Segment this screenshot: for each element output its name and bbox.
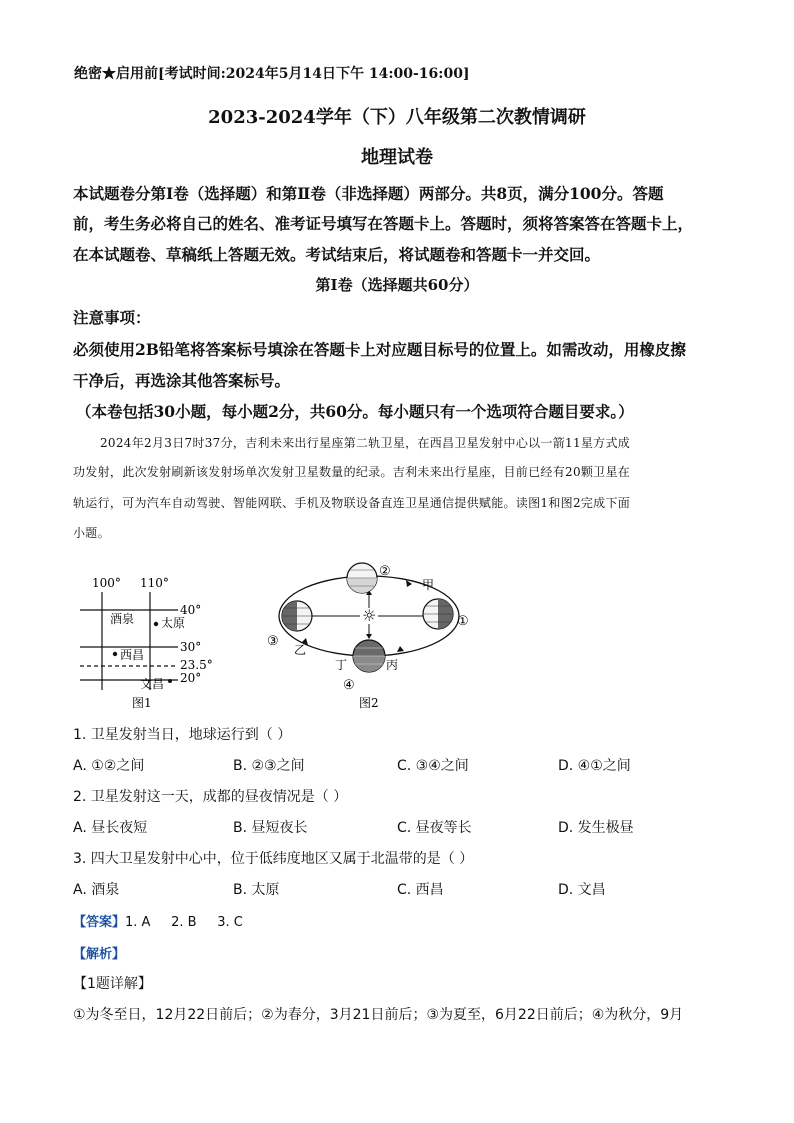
detail-text: ①为冬至日，12月22日前后；②为春分，3月21日前后；③为夏至，6月22日前后；④为秋分，9月 bbox=[73, 1007, 684, 1023]
label-segment-yi: 乙 bbox=[294, 643, 307, 657]
passage-line-1: 2024年2月3日7时37分，吉利未来出行星座第二轨卫星，在西昌卫星发射中心以一箭11星方式成 bbox=[100, 436, 631, 450]
intro-line-3: 在本试题卷、草稿纸上答题无效。考试结束后，将试题卷和答题卡一并交回。 bbox=[73, 245, 601, 264]
lat-label-20: 20° bbox=[180, 671, 202, 685]
answer-row bbox=[73, 911, 243, 930]
answer-label: 【答案】 bbox=[73, 915, 126, 930]
question-2-stem: 2. 卫星发射这一天，成都的昼夜情况是（ ） bbox=[73, 789, 348, 805]
analysis-label: 【解析】 bbox=[73, 947, 126, 962]
section-title: 第Ⅰ卷（选择题共60分） bbox=[315, 276, 479, 294]
question-2-option-d[interactable]: D. 发生极昼 bbox=[558, 820, 634, 836]
lat-label-30: 30° bbox=[180, 640, 202, 654]
earth-position-4 bbox=[353, 640, 385, 672]
exam-title: 2023-2024学年（下）八年级第二次教情调研 bbox=[208, 107, 586, 128]
confidential-note: 绝密★启用前[考试时间:2024年5月14日下午 14:00-16:00] bbox=[74, 66, 470, 82]
earth-position-2 bbox=[347, 563, 377, 593]
earth-position-1 bbox=[423, 599, 453, 629]
question-1-option-a[interactable]: A. ①②之间 bbox=[73, 758, 145, 774]
earth-position-3 bbox=[282, 601, 312, 631]
label-segment-jia: 甲 bbox=[422, 578, 435, 592]
place-jiuquan: 酒泉 bbox=[110, 612, 135, 626]
wenchang-dot bbox=[168, 679, 172, 683]
question-2-option-b[interactable]: B. 昼短夜长 bbox=[233, 820, 308, 836]
place-xichang: 西昌 bbox=[120, 648, 145, 662]
question-1-option-c[interactable]: C. ③④之间 bbox=[397, 758, 469, 774]
sun-icon: ☼ bbox=[362, 606, 377, 625]
passage-line-3: 轨运行，可为汽车自动驾驶、智能网联、手机及物联设备直连卫星通信提供赋能。读图1和图2完成下面 bbox=[73, 496, 631, 510]
lat-label-40: 40° bbox=[180, 603, 202, 617]
answer-text: 1. A 2. B 3. C bbox=[125, 915, 243, 930]
question-3-option-d[interactable]: D. 文昌 bbox=[558, 882, 606, 898]
question-3-stem: 3. 四大卫星发射中心中，位于低纬度地区又属于北温带的是（ ） bbox=[73, 851, 474, 867]
notice-scope: （本卷包括30小题，每小题2分，共60分。每小题只有一个选项符合题目要求。） bbox=[76, 402, 634, 421]
lon-label-100: 100° bbox=[92, 576, 121, 590]
place-wenchang: 文昌 bbox=[140, 677, 165, 691]
lat-label-23-5: 23.5° bbox=[180, 658, 213, 672]
label-position-2: ② bbox=[379, 564, 391, 579]
intro-line-1: 本试题卷分第Ⅰ卷（选择题）和第Ⅱ卷（非选择题）两部分。共8页，满分100分。答题 bbox=[73, 184, 664, 203]
question-1-option-d[interactable]: D. ④①之间 bbox=[558, 758, 631, 774]
analysis-row bbox=[73, 943, 125, 962]
passage-line-4: 小题。 bbox=[73, 526, 110, 540]
question-2-option-a[interactable]: A. 昼长夜短 bbox=[73, 820, 148, 836]
question-3-option-a[interactable]: A. 酒泉 bbox=[73, 882, 120, 898]
question-1-option-b[interactable]: B. ②③之间 bbox=[233, 758, 305, 774]
lon-label-110: 110° bbox=[140, 576, 169, 590]
detail-heading: 【1题详解】 bbox=[73, 976, 152, 992]
exam-subtitle: 地理试卷 bbox=[361, 147, 433, 168]
place-taiyuan: 太原 bbox=[161, 616, 186, 630]
orbit-arrow-bottom bbox=[397, 646, 404, 652]
figure-1-caption: 图1 bbox=[132, 696, 152, 710]
label-segment-ding: 丁 bbox=[335, 658, 348, 672]
question-3-option-c[interactable]: C. 西昌 bbox=[397, 882, 444, 898]
notice-line-1: 必须使用2B铅笔将答案标号填涂在答题卡上对应题目标号的位置上。如需改动，用橡皮擦 bbox=[73, 340, 686, 359]
label-position-1: ① bbox=[457, 614, 469, 629]
label-position-3: ③ bbox=[267, 634, 279, 649]
intro-line-2: 前，考生务必将自己的姓名、准考证号填写在答题卡上。答题时，须将答案答在答题卡上， bbox=[73, 214, 694, 233]
figure-1-map bbox=[70, 570, 230, 715]
figure-2-caption: 图2 bbox=[359, 696, 379, 710]
question-2-option-c[interactable]: C. 昼夜等长 bbox=[397, 820, 472, 836]
notice-line-2: 干净后，再选涂其他答案标号。 bbox=[73, 371, 291, 390]
taiyuan-dot bbox=[154, 622, 158, 626]
question-3-option-b[interactable]: B. 太原 bbox=[233, 882, 280, 898]
notice-heading: 注意事项： bbox=[73, 308, 151, 327]
xichang-dot bbox=[113, 652, 117, 656]
label-position-4: ④ bbox=[343, 678, 355, 693]
label-segment-bing: 丙 bbox=[386, 658, 399, 672]
question-1-stem: 1. 卫星发射当日，地球运行到（ ） bbox=[73, 727, 292, 743]
figure-2-orbit bbox=[262, 558, 482, 716]
passage-line-2: 功发射，此次发射刷新该发射场单次发射卫星数量的纪录。吉利未来出行星座，目前已经有20颗卫星在 bbox=[73, 465, 631, 479]
